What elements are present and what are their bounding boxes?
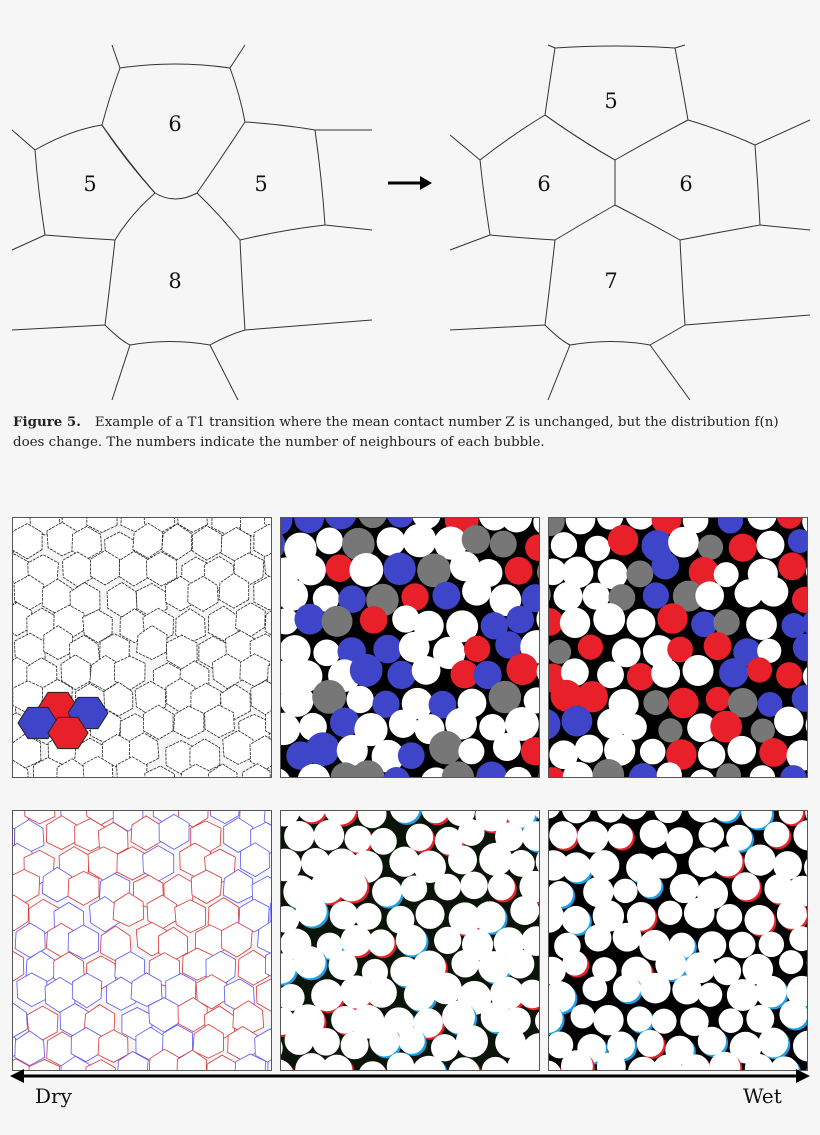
- wet-label: Wet: [743, 1084, 782, 1108]
- bubble: [406, 824, 433, 851]
- bubble: [607, 823, 632, 848]
- bubble: [689, 769, 714, 778]
- bubble: [613, 879, 638, 904]
- bubble: [389, 710, 417, 738]
- bubble: [504, 767, 532, 778]
- bubble: [589, 850, 620, 881]
- bubble: [493, 733, 521, 761]
- bubble: [718, 518, 743, 534]
- neighbour-count: 5: [83, 172, 97, 196]
- foam-image: [549, 811, 808, 1071]
- bubble: [322, 606, 353, 637]
- bubble: [643, 690, 668, 715]
- bubble: [505, 557, 533, 585]
- bubble: [806, 559, 808, 585]
- bubble: [434, 874, 461, 901]
- bubble: [476, 762, 507, 778]
- bubble: [296, 895, 327, 926]
- bubble: [316, 527, 343, 554]
- bubble: [464, 636, 490, 662]
- bubble: [479, 843, 512, 876]
- dry-wet-arrow: [0, 1066, 820, 1086]
- bubble: [341, 1031, 369, 1059]
- foam-after: [450, 45, 810, 400]
- bubble: [729, 534, 757, 562]
- bubble: [695, 581, 724, 610]
- bubble: [462, 525, 491, 554]
- neighbour-count: 7: [604, 269, 618, 293]
- bubble: [358, 811, 387, 828]
- bubble: [755, 976, 787, 1008]
- bubble: [404, 979, 435, 1010]
- bubble: [350, 654, 383, 687]
- bubble: [575, 735, 603, 763]
- bubble: [510, 896, 539, 925]
- foam-cell: [238, 950, 269, 985]
- bubble: [759, 738, 788, 767]
- bubble: [727, 736, 756, 765]
- bubble: [747, 657, 772, 682]
- bubble: [501, 518, 532, 532]
- bubble: [776, 662, 802, 688]
- bubble: [432, 582, 460, 610]
- bubble: [637, 873, 661, 897]
- bubble: [368, 929, 395, 956]
- caption-label: Figure 5.: [13, 414, 81, 430]
- bubble: [729, 932, 756, 959]
- bubble: [458, 819, 485, 846]
- bubble: [551, 532, 577, 558]
- bubble: [698, 741, 725, 768]
- neighbour-count: 5: [254, 172, 268, 196]
- bubble: [281, 683, 314, 717]
- bubble: [744, 845, 775, 876]
- bubble: [285, 1025, 314, 1054]
- foam-image: [549, 518, 808, 778]
- bubble: [583, 976, 608, 1001]
- bubble: [429, 731, 463, 765]
- bubble: [398, 742, 425, 769]
- bubble: [366, 977, 396, 1007]
- bubble: [537, 559, 540, 586]
- foam-cell: [256, 979, 272, 1011]
- panel-dry-colored: [12, 517, 272, 778]
- bubble: [549, 811, 560, 819]
- bubble: [412, 656, 441, 685]
- bubble: [608, 525, 638, 555]
- bubble: [566, 518, 596, 534]
- bubble: [377, 527, 406, 556]
- bubble: [613, 975, 641, 1003]
- bubble: [640, 973, 671, 1004]
- bubble: [732, 872, 760, 900]
- bubble: [430, 973, 462, 1005]
- bubble: [369, 1026, 399, 1056]
- bubble: [585, 925, 612, 952]
- neighbour-count: 8: [168, 269, 182, 293]
- bubble: [778, 552, 806, 580]
- bubble: [746, 609, 777, 640]
- bubble: [758, 1028, 788, 1058]
- bubble: [704, 632, 732, 660]
- bubble: [621, 811, 647, 819]
- bubble: [293, 946, 325, 978]
- bubble: [383, 553, 415, 585]
- bubble: [314, 820, 345, 851]
- bubble: [560, 608, 590, 638]
- bubble: [651, 1009, 676, 1034]
- bubble: [684, 898, 715, 929]
- bubble: [456, 1025, 488, 1057]
- bubble: [651, 659, 680, 688]
- bubble: [666, 827, 693, 854]
- bubble: [803, 664, 808, 689]
- bubble: [490, 531, 517, 558]
- bubble: [627, 663, 654, 690]
- bubble: [750, 765, 776, 778]
- bubble: [345, 826, 372, 853]
- bubble: [713, 609, 739, 635]
- bubble: [474, 901, 506, 933]
- bubble: [312, 1028, 340, 1056]
- neighbour-count: 6: [679, 172, 693, 196]
- bubble: [488, 873, 515, 900]
- bubble: [779, 1000, 807, 1028]
- bubble: [535, 1008, 540, 1034]
- bubble: [562, 951, 587, 976]
- bubble: [626, 561, 653, 588]
- bubble: [806, 711, 808, 740]
- bubble: [306, 732, 340, 766]
- bubble: [434, 927, 461, 954]
- bubble: [585, 536, 610, 561]
- bubble: [281, 518, 292, 535]
- bubble: [756, 531, 784, 559]
- bubble: [549, 821, 577, 849]
- foam-image: [281, 518, 540, 778]
- bubble: [652, 552, 679, 579]
- bubble: [553, 582, 582, 611]
- foam-image: [13, 811, 272, 1071]
- bubble: [281, 768, 291, 778]
- bubble: [727, 979, 759, 1011]
- bubble: [403, 524, 437, 558]
- bubble: [578, 634, 603, 659]
- bubble: [698, 1027, 726, 1055]
- bubble: [716, 904, 742, 930]
- bubble: [640, 820, 668, 848]
- panel-wet-colored: [548, 517, 808, 778]
- bubble: [358, 518, 387, 528]
- caption-text: Example of a T1 transition where the mean contact number Z is unchanged, but the distribution f(n) does change. The numbers indicate the number of neighbours of each bubble.: [13, 415, 779, 450]
- bubble: [764, 822, 790, 848]
- bubble: [372, 877, 402, 907]
- bubble: [714, 562, 739, 587]
- bubble: [525, 534, 540, 561]
- bubble: [658, 718, 682, 742]
- bubble: [698, 983, 722, 1007]
- bubble: [774, 707, 803, 736]
- foam-image: [13, 518, 272, 778]
- bubble: [792, 587, 808, 613]
- bubble: [399, 1028, 425, 1054]
- panel-wet-overlay: [548, 810, 808, 1071]
- bubble: [562, 906, 590, 934]
- bubble: [462, 576, 491, 605]
- bubble: [627, 609, 656, 638]
- bubble: [387, 661, 415, 689]
- bubble: [549, 581, 551, 607]
- bubble: [281, 713, 300, 745]
- foam-before: [12, 45, 372, 400]
- bubble: [637, 1030, 664, 1057]
- bubble: [672, 975, 701, 1004]
- panel-dry-overlay: [12, 810, 272, 1071]
- bubble: [330, 901, 358, 929]
- bubble: [593, 603, 625, 635]
- bubble: [788, 529, 808, 553]
- bubble: [294, 604, 325, 635]
- bubble: [505, 949, 534, 978]
- bubble: [349, 553, 383, 587]
- bubble: [657, 603, 687, 633]
- bubble: [506, 653, 538, 685]
- bubble: [284, 821, 314, 851]
- bubble: [458, 738, 484, 764]
- panel-medium-colored: [280, 517, 540, 778]
- bubble: [699, 822, 725, 848]
- arrow-icon: [388, 176, 432, 190]
- bubble: [562, 706, 593, 737]
- bubble: [759, 577, 789, 607]
- bubble: [577, 821, 608, 852]
- bubble: [294, 518, 324, 533]
- bubble: [735, 579, 763, 607]
- bubble: [747, 518, 776, 530]
- bubble: [668, 527, 699, 558]
- bubble: [658, 901, 682, 925]
- foam-cell: [13, 1003, 27, 1038]
- panel-medium-overlay: [280, 810, 540, 1071]
- bubble: [370, 828, 397, 855]
- bubble: [336, 870, 367, 901]
- bubble: [387, 518, 414, 528]
- bubble: [643, 582, 669, 608]
- bubble: [698, 535, 723, 560]
- bubble: [807, 950, 808, 975]
- bubble: [777, 518, 802, 529]
- bubble: [793, 1031, 808, 1062]
- bubble: [328, 951, 357, 980]
- bubble: [401, 875, 427, 901]
- bubble: [712, 846, 742, 876]
- bubble: [777, 899, 807, 929]
- bubble: [281, 1033, 283, 1063]
- figure-caption: [13, 412, 813, 453]
- bubble: [593, 1005, 623, 1035]
- bubble: [396, 925, 427, 956]
- bubble: [448, 845, 477, 874]
- bubble: [326, 554, 354, 582]
- bubble: [549, 709, 561, 740]
- bubble: [744, 905, 774, 935]
- bubble: [613, 923, 642, 952]
- bubble: [533, 518, 540, 535]
- bubble: [719, 658, 748, 687]
- bubble: [706, 687, 730, 711]
- bubble: [719, 1008, 744, 1033]
- foam-cell: [175, 900, 206, 933]
- bubble: [295, 555, 326, 586]
- bubble: [360, 606, 388, 634]
- bubble: [451, 950, 479, 978]
- bubble: [460, 872, 488, 900]
- bubble: [416, 900, 445, 929]
- bubble: [506, 606, 534, 634]
- bubble: [640, 739, 666, 765]
- bubble: [627, 1006, 652, 1031]
- bubble: [571, 1004, 595, 1028]
- bubble: [629, 763, 658, 778]
- neighbour-count: 6: [537, 172, 551, 196]
- neighbour-count: 6: [168, 112, 182, 136]
- dry-label: Dry: [35, 1084, 72, 1108]
- bubble: [683, 655, 714, 686]
- foam-cell: [254, 576, 272, 610]
- foam-image: [281, 811, 540, 1071]
- t1-transition-diagram: [0, 0, 820, 400]
- bubble: [561, 852, 591, 882]
- neighbour-count: 5: [604, 89, 618, 113]
- bubble: [597, 811, 623, 823]
- bubble: [759, 932, 784, 957]
- foam-cell: [193, 526, 222, 560]
- bubble: [779, 950, 803, 974]
- bubble: [668, 688, 699, 719]
- bubble: [521, 737, 540, 765]
